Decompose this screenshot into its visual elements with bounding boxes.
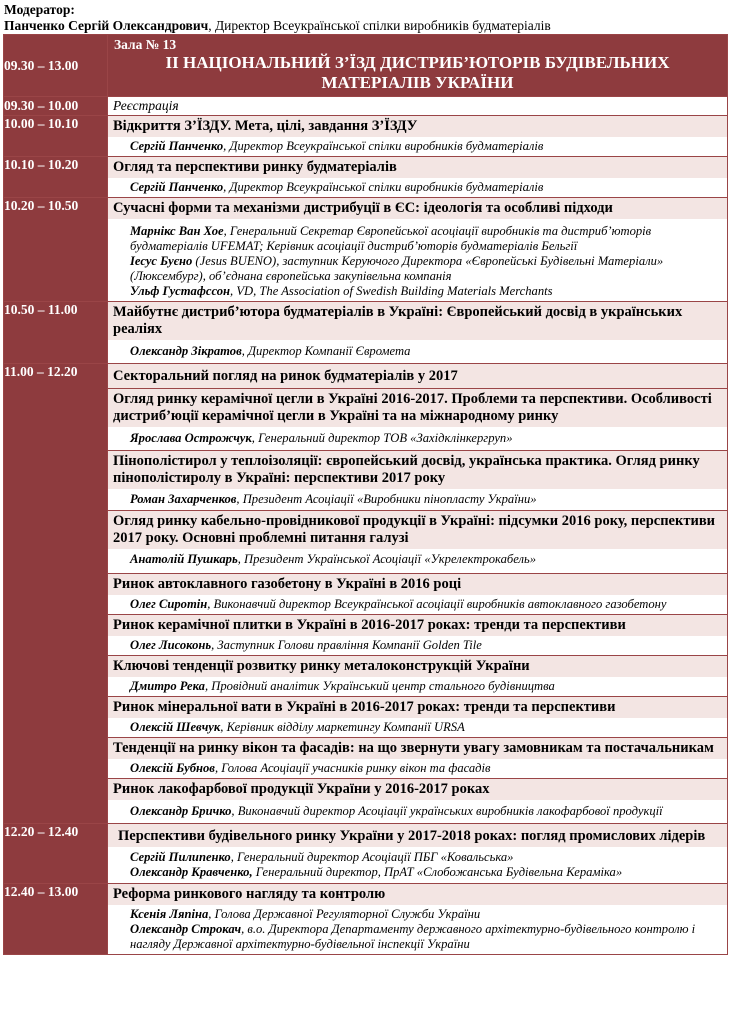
speaker-name: Ксенія Ляпіна: [130, 907, 209, 921]
speaker: [108, 905, 727, 954]
session-time: 11.00 – 12.20: [4, 364, 108, 824]
speaker: [108, 677, 727, 696]
speaker: [108, 549, 727, 573]
session-row: [4, 302, 728, 364]
speaker: [108, 137, 727, 156]
moderator-block: [0, 0, 731, 34]
session-time: 10.50 – 11.00: [4, 302, 108, 364]
talk-title: Огляд ринку керамічної цегли в Україні 2016-2017. Проблеми та перспективи. Особливості дистриб’юції керамічної цегли в Україні та на міжнародному ринку: [108, 388, 727, 427]
speaker-name: Олександр Кравченко,: [130, 865, 253, 879]
talk-title: Огляд ринку кабельно-провідникової продукції в Україні: підсумки 2016 року, перспективи 2017 року. Основні проблемні питання галузі: [108, 510, 727, 549]
speaker: [108, 219, 727, 301]
speaker-name: Анатолій Пушкарь: [130, 552, 238, 566]
speaker: [108, 847, 727, 883]
speaker: [108, 636, 727, 655]
speaker-name: Ульф Густафссон: [130, 284, 231, 298]
hall-row: [4, 35, 728, 97]
talk-title: Ринок мінеральної вати в Україні в 2016-2017 роках: тренди та перспективи: [108, 696, 727, 718]
speaker-name: Олег Лисоконь: [130, 638, 212, 652]
session-row: [4, 157, 728, 198]
speaker-role: , Генеральний директор Асоціації ПБГ «Ковальська»: [230, 850, 514, 864]
moderator-role: , Директор Всеукраїнської спілки виробників будматеріалів: [208, 18, 551, 33]
speaker-name: Олександр Зікратов: [130, 344, 242, 358]
speaker-role: , Заступник Голови правління Компанії Golden Tile: [211, 638, 482, 652]
speaker-role: , Директор Всеукраїнської спілки виробників будматеріалів: [223, 139, 544, 153]
program-table: [3, 34, 728, 955]
session-row: [4, 364, 728, 824]
speaker-name: Iесус Бyєно: [130, 254, 193, 268]
speaker-role: , Генеральний директор ТОВ «Західклінкергруп»: [251, 431, 513, 445]
speaker-role: , Провідний аналітик Український центр стального будівництва: [204, 679, 555, 693]
speaker-role: , VD, The Association of Swedish Building Materials Merchants: [230, 284, 553, 298]
talk-title: Ключові тенденції розвитку ринку металоконструкцій України: [108, 655, 727, 677]
speaker: [108, 178, 727, 197]
talk-title: Ринок автоклавного газобетону в Україні в 2016 році: [108, 573, 727, 595]
speaker-role: , Директор Всеукраїнської спілки виробників будматеріалів: [223, 180, 544, 194]
session-title: Сучасні форми та механізми дистрибуції в ЄС: ідеологія та особливі підходи: [108, 198, 727, 219]
speaker-role: , Керівник відділу маркетингу Компанії URSA: [220, 720, 465, 734]
speaker: [108, 595, 727, 614]
session-time: 10.00 – 10.10: [4, 116, 108, 157]
speaker-role: , в.о. Директора Департаменту державного архітектурно-будівельного контролю і нагляду Державної архітектурно-будівельної інспекції України: [130, 922, 696, 951]
hall-room: Зала № 13: [114, 37, 177, 52]
talk-title: Тенденції на ринку вікон та фасадів: на що звернути увагу замовникам та постачальникам: [108, 737, 727, 759]
speaker-name: Дмитро Река: [130, 679, 205, 693]
talk-title: Ринок керамічної плитки в Україні в 2016-2017 роках: тренди та перспективи: [108, 614, 727, 636]
registration-label: Реєстрація: [108, 97, 727, 115]
speaker-role: , Генеральний Секретар Європейської асоціації виробників та дистриб’юторів будматеріалів UFEMAT; Керівник асоціації дистриб’юторів будматеріалів Бельгії: [130, 224, 652, 253]
speaker-role: , Директор Компанії Єврометa: [241, 344, 411, 358]
session-title: Секторальний погляд на ринок будматеріалів у 2017: [108, 364, 727, 388]
speaker-name: Олександр Бричко: [130, 804, 232, 818]
hall-header: [108, 35, 727, 96]
speaker-name: Олег Сиротін: [130, 597, 208, 611]
speaker-name: Сергій Пилипенко: [130, 850, 231, 864]
session-title: Реформа ринкового нагляду та контролю: [108, 884, 727, 905]
session-title: Майбутнє дистриб’ютора будматеріалів в Україні: Європейський досвід в українських реаліях: [108, 302, 727, 340]
session-row: [4, 824, 728, 884]
moderator-label: Модератор:: [4, 2, 75, 17]
speaker-role: Генеральний директор, ПрАТ «Слобожанська Будівельна Кераміка»: [252, 865, 623, 879]
speaker-name: Олександр Строкач: [130, 922, 242, 936]
speaker-role: , Голова Асоціації учасників ринку вікон та фасадів: [214, 761, 491, 775]
session-time: 10.20 – 10.50: [4, 198, 108, 302]
speaker-role: , Виконавчий директор Всеукраїнської асоціації виробників автоклавного газобетону: [207, 597, 667, 611]
speaker: [108, 718, 727, 737]
speaker-role: , Голова Державної Регуляторної Служби України: [208, 907, 481, 921]
session-title: Відкриття З’ЇЗДУ. Мета, цілі, завдання З’ЇЗДУ: [108, 116, 727, 137]
speaker-role: , Виконавчий директор Асоціації українських виробників лакофарбової продукції: [231, 804, 663, 818]
speaker: [108, 800, 727, 823]
registration-row: [4, 97, 728, 116]
registration-time: 09.30 – 10.00: [4, 97, 108, 116]
speaker-name: Ярослава Острожчук: [130, 431, 252, 445]
speaker-name: Олексій Бубнов: [130, 761, 215, 775]
speaker: [108, 489, 727, 510]
session-time: 12.20 – 12.40: [4, 824, 108, 884]
session-row: [4, 198, 728, 302]
session-time: 10.10 – 10.20: [4, 157, 108, 198]
session-row: [4, 116, 728, 157]
speaker-name: Марнікс Ван Хое: [130, 224, 224, 238]
moderator-name: Панченко Сергій Олександрович: [4, 18, 209, 33]
speaker-name: Сергій Панченко: [130, 180, 224, 194]
speaker-name: Роман Захарченков: [130, 492, 237, 506]
speaker: [108, 427, 727, 450]
session-time: 12.40 – 13.00: [4, 884, 108, 955]
talk-title: Ринок лакофарбової продукції України у 2016-2017 роках: [108, 778, 727, 800]
hall-time: 09.30 – 13.00: [4, 35, 108, 97]
talk-title: Пінополістирол у теплоізоляції: європейський досвід, українська практика. Огляд ринку пінополістиролу в Україні: перспективи 2017 року: [108, 450, 727, 489]
speaker-role: , Президент Української Асоціації «Укрелектрокабель»: [237, 552, 537, 566]
session-row: [4, 884, 728, 955]
speaker-role: (Jesus BUENO), заступник Керуючого Директора «Європейські Будівельні Матеріали» (Люксембург), об’єднана європейська закупівельна компанія: [130, 254, 664, 283]
speaker: [108, 340, 727, 363]
speaker-name: Сергій Панченко: [130, 139, 224, 153]
session-title: Перспективи будівельного ринку України у 2017-2018 роках: погляд промислових лідерів: [108, 824, 727, 847]
speaker-name: Олексій Шевчук: [130, 720, 221, 734]
session-title: Огляд та перспективи ринку будматеріалів: [108, 157, 727, 178]
speaker: [108, 759, 727, 778]
speaker-role: , Президент Асоціації «Виробники пінопласту України»: [236, 492, 537, 506]
congress-title: ІІ НАЦІОНАЛЬНИЙ З’ЇЗД ДИСТРИБ’ЮТОРІВ БУДІВЕЛЬНИХ МАТЕРІАЛІВ УКРАЇНИ: [165, 53, 670, 92]
